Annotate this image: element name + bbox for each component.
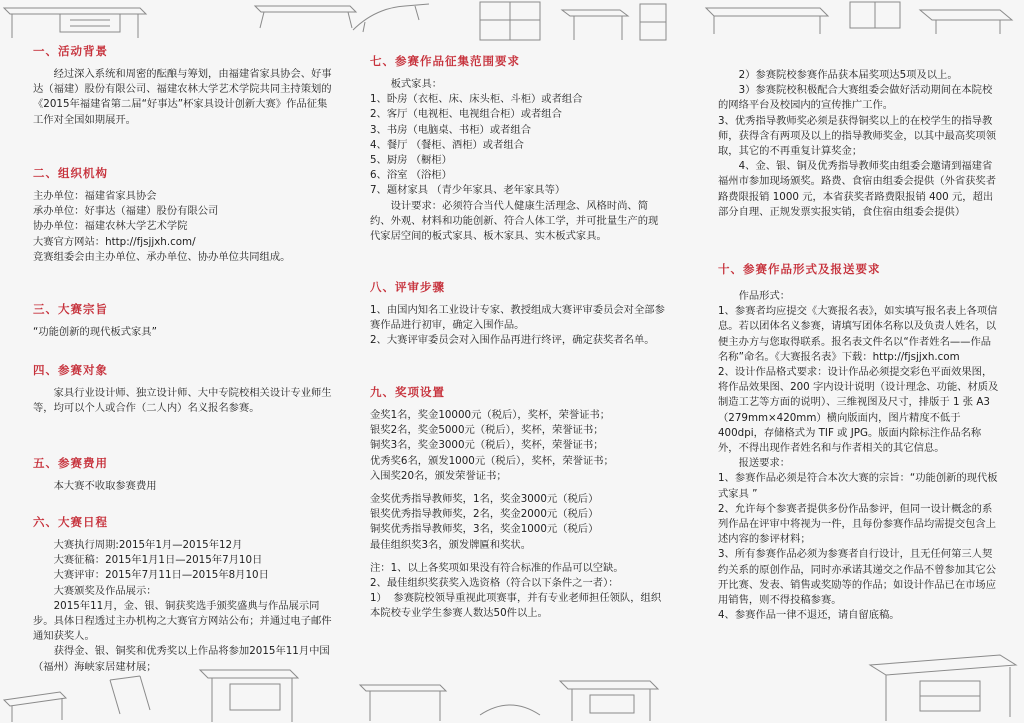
submit-item: 3、所有参赛作品必须为参赛者自行设计，且无任何第三人契约关系的原创作品，同时亦承诺其递交之作品不曾参加其它公开比赛、发表、销售或奖励等的作品；如设计作品已在市场应用销售，则不得投稿参赛。	[718, 548, 997, 607]
schedule-line: 大赛执行周期:2015年1月—2015年12月	[53, 539, 243, 551]
scope-line: 6、浴室 （浴柜）	[370, 169, 452, 182]
schedule-line: 大赛征稿：2015年1月1日—2015年7月10日	[53, 554, 263, 567]
submit-item: 2、允许每个参赛者提供多份作品参评，但同一设计概念的系列作品在评审中将视为一件，且每份参赛作品均需提交包含上述内容的参评材料；	[718, 502, 997, 546]
scope-line: 3、书房（电脑桌、书柜）或者组合	[370, 123, 532, 136]
review-step: 2、大赛评审委员会对入围作品再进行终评，确定获奖者名单。	[370, 334, 655, 347]
review-step: 1、由国内知名工业设计专家、教授组成大赛评审委员会对全部参赛作品进行初审，确定入围作品。	[370, 304, 665, 332]
section-heading: 二、组织机构	[33, 166, 108, 180]
schedule-line: 大赛评审：2015年7月11日—2015年8月10日	[53, 569, 269, 582]
section-heading: 四、参赛对象	[33, 363, 108, 377]
submit-item: 1、参赛作品必须是符合本次大赛的宗旨：“功能创新的现代板式家具 ”	[718, 472, 998, 500]
section-organization	[33, 166, 333, 265]
section-scope	[370, 54, 668, 244]
section-heading: 八、评审步骤	[370, 280, 445, 294]
scope-line: 5、厨房 （橱柜）	[370, 154, 452, 167]
submit-item: 4、参赛作品一律不退还，请自留底稿。	[718, 609, 900, 622]
form-item: 1、参赛者均应提交《大赛报名表》，如实填写报名表上各项信息。若以团体名义参赛，请填写团体名称以及负责人姓名，以便主办方与您取得联系。报名表文件名以“作者姓名——作品名称”命名。《大赛报名表》下载：http://fjsjjxh.com	[718, 305, 998, 363]
column-right	[718, 0, 1000, 723]
section-submission	[718, 262, 1000, 623]
teacher-award-line: 金奖优秀指导教师奖，1名，奖金3000元（税后）	[370, 493, 599, 506]
award-line: 铜奖3名，奖金3000元（税后），奖杯，荣誉证书；	[370, 439, 604, 452]
award-note: 2、最佳组织奖获奖入选资格（符合以下条件之一者）：	[370, 577, 619, 590]
continued-line: 3、优秀指导教师奖必须是获得铜奖以上的在校学生的指导教师，获得含有两项及以上的指导教师奖金，以其中最高奖项领取，其它的不再重复计算奖金；	[718, 114, 997, 158]
section-fees	[33, 456, 333, 494]
continued-line: 2）参赛院校参赛作品获本届奖项达5项及以上。	[738, 69, 958, 81]
scope-line: 1、卧房（衣柜、床、床头柜、斗柜）或者组合	[370, 93, 583, 106]
column-left	[33, 0, 333, 723]
section-awards	[370, 385, 668, 622]
section-heading: 一、活动背景	[33, 44, 108, 58]
teacher-award-line: 铜奖优秀指导教师奖，3名，奖金1000元（税后）	[370, 523, 599, 536]
scope-line: 2、客厅（电视柜、电视组合柜）或者组合	[370, 108, 562, 121]
schedule-line: 2015年11月，金、银、铜获奖选手颁奖盛典与作品展示同步。具体日程透过主办机构之大赛官方网站公布；并通过电子邮件通知获奖人。	[33, 599, 332, 643]
website-line: 大赛官方网站：http://fjsjjxh.com/	[33, 235, 196, 248]
submit-label: 报送要求：	[738, 457, 791, 470]
schedule-line: 获得金、银、铜奖和优秀奖以上作品将参加2015年11月中国（福州）海峡家居建材展；	[33, 645, 330, 673]
design-requirements: 设计要求：必须符合当代人健康生活理念、风格时尚、简约、外观、材料和功能创新、符合人体工学，并可批量生产的现代家居空间的板式家具、板木家具、实木板式家具。	[370, 199, 659, 243]
section-heading: 九、奖项设置	[370, 385, 445, 399]
section-heading: 十、参赛作品形式及报送要求	[718, 262, 881, 276]
section-review	[370, 280, 668, 349]
section-schedule	[33, 515, 333, 675]
organization-award-line: 最佳组织奖3名，颁发牌匾和奖状。	[370, 538, 532, 551]
teacher-award-line: 银奖优秀指导教师奖，2名，奖金2000元（税后）	[370, 508, 599, 521]
organizer-line: 主办单位：福建省家具协会	[33, 190, 157, 202]
section-awards-continued	[718, 68, 1000, 220]
scope-line: 板式家具：	[390, 78, 443, 90]
scope-line: 7、题材家具 （青少年家具、老年家具等）	[370, 184, 566, 197]
award-line: 入围奖20名，颁发荣誉证书；	[370, 469, 507, 482]
section-body: “功能创新的现代板式家具”	[33, 326, 157, 338]
section-heading: 五、参赛费用	[33, 456, 108, 470]
scope-line: 4、餐厅 （餐柜、酒柜）或者组合	[370, 138, 524, 151]
section-body: 本大赛不收取参赛费用	[53, 480, 157, 492]
award-line: 优秀奖6名，颁发1000元（税后），奖杯，荣誉证书；	[370, 454, 614, 467]
section-heading: 七、参赛作品征集范围要求	[370, 54, 520, 68]
section-participants	[33, 363, 333, 416]
award-line: 金奖1名，奖金10000元（税后），奖杯，荣誉证书；	[370, 409, 611, 421]
section-heading: 六、大赛日程	[33, 515, 108, 529]
continued-line: 3）参赛院校积极配合大赛组委会做好活动期间在本院校的网络平台及校园内的宣传推广工作。	[718, 84, 993, 112]
organizer-line: 竞赛组委会由主办单位、承办单位、协办单位共同组成。	[33, 250, 291, 263]
form-label: 作品形式：	[738, 290, 791, 302]
award-line: 银奖2名，奖金5000元（税后），奖杯，荣誉证书；	[370, 424, 604, 437]
section-body: 家具行业设计师、独立设计师、大中专院校相关设计专业师生等，均可以个人或合作（二人内）名义报名参赛。	[33, 387, 332, 415]
section-heading: 三、大赛宗旨	[33, 302, 108, 316]
form-item: 2、设计作品格式要求：设计作品必须提交彩色平面效果图，将作品效果图、200 字内设计说明（设计理念、功能、材质及制造工艺等方面的说明）、三维视图及尺寸，排版于 1 张 A3（279mm×420mm）横向版面内，图片精度不低于 400dpi，存储格式为 TIF 或 JPG。版面内除标注作品名称外，不得出现作者姓名和与作者相关的其它信息。	[718, 366, 999, 455]
continued-line: 4、金、银、铜及优秀指导教师奖由组委会邀请到福建省福州市参加现场颁奖。路费、食宿由组委会提供（外省获奖者路费限报销 1000 元，本省获奖者路费限报销 400 元，超出部分自理、正规发票实报实销，食住宿由组委会提供）	[718, 160, 997, 218]
award-note: 1） 参赛院校领导重视此项赛事，并有专业老师担任领队，组织本院校专业学生参赛人数达50件以上。	[370, 592, 662, 620]
organizer-line: 承办单位：好事达（福建）股份有限公司	[33, 205, 219, 218]
award-note: 注：1、以上各奖项如果没有符合标准的作品可以空缺。	[370, 561, 624, 574]
section-purpose	[33, 302, 333, 340]
column-middle	[370, 0, 668, 723]
organizer-line: 协办单位：福建农林大学艺术学院	[33, 220, 188, 233]
section-body: 经过深入系统和周密的酝酿与筹划，由福建省家具协会、好事达（福建）股份有限公司、福建农林大学艺术学院共同主持策划的《2015年福建省第二届“好事达”杯家具设计创新大赛》作品征集工作对全国如期展开。	[33, 68, 332, 126]
section-background	[33, 44, 333, 128]
schedule-line: 大赛颁奖及作品展示：	[53, 584, 157, 597]
